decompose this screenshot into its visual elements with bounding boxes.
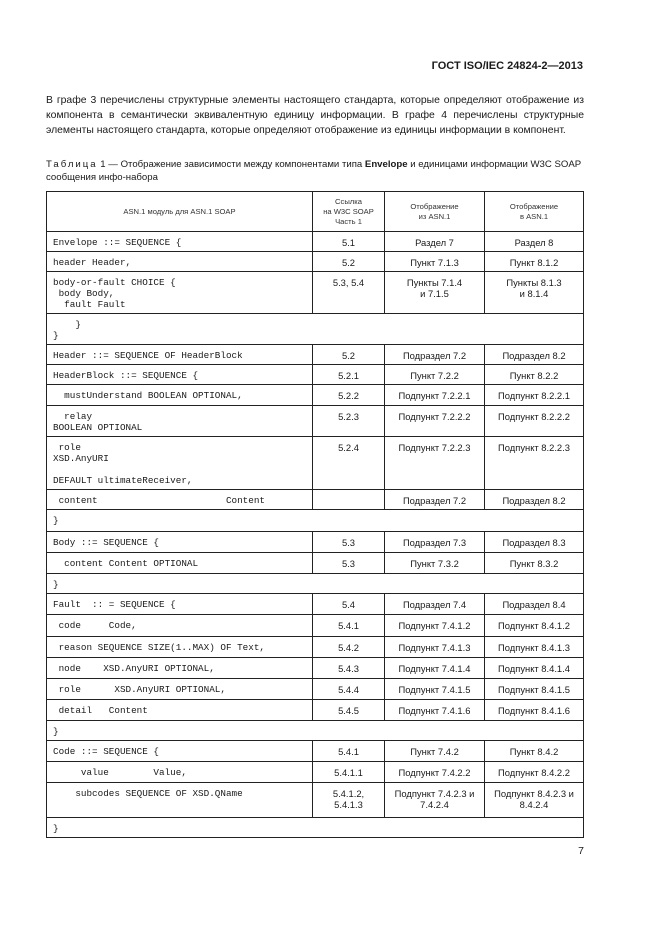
asn-cell: } bbox=[47, 818, 584, 838]
table-row bbox=[47, 679, 584, 700]
table-row bbox=[47, 272, 584, 314]
ref-cell: 5.3 bbox=[313, 553, 385, 574]
header-from-asn: Отображение из ASN.1 bbox=[385, 192, 485, 232]
table-row bbox=[47, 658, 584, 679]
caption-text-before: — Отображение зависимости между компонентами типа bbox=[105, 159, 365, 170]
table-row bbox=[47, 594, 584, 615]
ref-cell: 5.4 bbox=[313, 594, 385, 615]
asn-cell: mustUnderstand BOOLEAN OPTIONAL, bbox=[47, 385, 313, 406]
to-asn-cell: Подпункт 8.4.1.5 bbox=[485, 679, 584, 700]
table-row bbox=[47, 406, 584, 437]
caption-bold: Envelope bbox=[364, 159, 408, 170]
from-asn-cell: Подпункт 7.2.2.2 bbox=[385, 406, 485, 437]
table-row bbox=[47, 741, 584, 762]
to-asn-cell: Пункты 8.1.3 и 8.1.4 bbox=[485, 272, 584, 314]
from-asn-cell: Пункт 7.2.2 bbox=[385, 365, 485, 385]
from-asn-cell: Подпункт 7.4.1.5 bbox=[385, 679, 485, 700]
header-to-asn: Отображение в ASN.1 bbox=[485, 192, 584, 232]
ref-cell: 5.2 bbox=[313, 345, 385, 365]
asn-cell: subcodes SEQUENCE OF XSD.QName bbox=[47, 783, 313, 818]
to-asn-cell: Подраздел 8.2 bbox=[485, 345, 584, 365]
to-asn-cell: Раздел 8 bbox=[485, 232, 584, 252]
table-row bbox=[47, 365, 584, 385]
ref-cell: 5.3, 5.4 bbox=[313, 272, 385, 314]
to-asn-cell: Подпункт 8.2.2.3 bbox=[485, 437, 584, 490]
to-asn-cell: Подраздел 8.3 bbox=[485, 532, 584, 553]
from-asn-cell: Подпункт 7.4.2.3 и 7.4.2.4 bbox=[385, 783, 485, 818]
from-asn-cell: Пункты 7.1.4 и 7.1.5 bbox=[385, 272, 485, 314]
header-asn-module: ASN.1 модуль для ASN.1 SOAP bbox=[47, 192, 313, 232]
table-row bbox=[47, 385, 584, 406]
from-asn-cell: Пункт 7.4.2 bbox=[385, 741, 485, 762]
table-row bbox=[47, 637, 584, 658]
table-row bbox=[47, 437, 584, 490]
ref-cell bbox=[313, 490, 385, 510]
intro-paragraph: В графе 3 перечислены структурные элементы настоящего стандарта, которые определяют отображение из компонента в семантически эквивалентную единицу информации. В графе 4 перечислены структурные элементы настоящего стандарта, которые определяют отображение из единицы информации в компонент. bbox=[46, 95, 584, 137]
table-body bbox=[47, 232, 584, 838]
asn-cell: code Code, bbox=[47, 615, 313, 637]
from-asn-cell: Пункт 7.3.2 bbox=[385, 553, 485, 574]
caption-label: Таблица bbox=[46, 159, 98, 170]
ref-cell: 5.4.5 bbox=[313, 700, 385, 721]
asn-cell: body-or-fault CHOICE { body Body, fault Fault bbox=[47, 272, 313, 314]
table-row bbox=[47, 532, 584, 553]
ref-cell: 5.2.1 bbox=[313, 365, 385, 385]
to-asn-cell: Подпункт 8.4.2.3 и 8.4.2.4 bbox=[485, 783, 584, 818]
asn-cell: content Content OPTIONAL bbox=[47, 553, 313, 574]
table-row bbox=[47, 574, 584, 594]
ref-cell: 5.2 bbox=[313, 252, 385, 272]
table-row bbox=[47, 615, 584, 637]
asn-cell: role XSD.AnyURI OPTIONAL, bbox=[47, 679, 313, 700]
table-row bbox=[47, 762, 584, 783]
table-row bbox=[47, 783, 584, 818]
asn-cell: HeaderBlock ::= SEQUENCE { bbox=[47, 365, 313, 385]
to-asn-cell: Подпункт 8.2.2.2 bbox=[485, 406, 584, 437]
to-asn-cell: Пункт 8.3.2 bbox=[485, 553, 584, 574]
to-asn-cell: Подраздел 8.4 bbox=[485, 594, 584, 615]
table-row bbox=[47, 490, 584, 510]
asn-cell: } } bbox=[47, 314, 584, 345]
to-asn-cell: Пункт 8.2.2 bbox=[485, 365, 584, 385]
ref-cell: 5.4.2 bbox=[313, 637, 385, 658]
to-asn-cell: Подпункт 8.4.1.3 bbox=[485, 637, 584, 658]
asn-cell: Body ::= SEQUENCE { bbox=[47, 532, 313, 553]
table-row bbox=[47, 314, 584, 345]
ref-cell: 5.4.1 bbox=[313, 741, 385, 762]
table-row bbox=[47, 232, 584, 252]
table-row bbox=[47, 700, 584, 721]
table-row bbox=[47, 553, 584, 574]
asn-cell: } bbox=[47, 510, 584, 532]
asn-cell: reason SEQUENCE SIZE(1..MAX) OF Text, bbox=[47, 637, 313, 658]
asn-cell: value Value, bbox=[47, 762, 313, 783]
document-code: ГОСТ ISO/IEC 24824-2—2013 bbox=[431, 60, 583, 72]
from-asn-cell: Подраздел 7.2 bbox=[385, 490, 485, 510]
from-asn-cell: Подраздел 7.4 bbox=[385, 594, 485, 615]
ref-cell: 5.3 bbox=[313, 532, 385, 553]
to-asn-cell: Подпункт 8.4.2.2 bbox=[485, 762, 584, 783]
asn-cell: Code ::= SEQUENCE { bbox=[47, 741, 313, 762]
from-asn-cell: Подпункт 7.2.2.1 bbox=[385, 385, 485, 406]
caption-text-after: и единицами информации W3C SOAP сообщения инфо-набора bbox=[46, 159, 581, 183]
table-row bbox=[47, 252, 584, 272]
ref-cell: 5.4.1 bbox=[313, 615, 385, 637]
to-asn-cell: Подпункт 8.4.1.4 bbox=[485, 658, 584, 679]
ref-cell: 5.4.4 bbox=[313, 679, 385, 700]
from-asn-cell: Подпункт 7.4.1.2 bbox=[385, 615, 485, 637]
table-row bbox=[47, 510, 584, 532]
caption-number: 1 bbox=[100, 159, 106, 170]
page-number: 7 bbox=[578, 845, 584, 857]
table-caption bbox=[46, 158, 586, 184]
ref-cell: 5.2.4 bbox=[313, 437, 385, 490]
asn-cell: } bbox=[47, 574, 584, 594]
asn-cell: } bbox=[47, 721, 584, 741]
ref-cell: 5.4.3 bbox=[313, 658, 385, 679]
from-asn-cell: Пункт 7.1.3 bbox=[385, 252, 485, 272]
to-asn-cell: Подпункт 8.2.2.1 bbox=[485, 385, 584, 406]
from-asn-cell: Подраздел 7.2 bbox=[385, 345, 485, 365]
to-asn-cell: Подпункт 8.4.1.6 bbox=[485, 700, 584, 721]
from-asn-cell: Подпункт 7.4.1.3 bbox=[385, 637, 485, 658]
asn-cell: header Header, bbox=[47, 252, 313, 272]
to-asn-cell: Подпункт 8.4.1.2 bbox=[485, 615, 584, 637]
from-asn-cell: Подраздел 7.3 bbox=[385, 532, 485, 553]
asn-cell: content Content bbox=[47, 490, 313, 510]
to-asn-cell: Подраздел 8.2 bbox=[485, 490, 584, 510]
from-asn-cell: Подпункт 7.4.1.4 bbox=[385, 658, 485, 679]
asn-cell: detail Content bbox=[47, 700, 313, 721]
asn-cell: node XSD.AnyURI OPTIONAL, bbox=[47, 658, 313, 679]
to-asn-cell: Пункт 8.4.2 bbox=[485, 741, 584, 762]
table-row bbox=[47, 818, 584, 838]
from-asn-cell: Раздел 7 bbox=[385, 232, 485, 252]
to-asn-cell: Пункт 8.1.2 bbox=[485, 252, 584, 272]
asn-cell: Fault :: = SEQUENCE { bbox=[47, 594, 313, 615]
from-asn-cell: Подпункт 7.4.1.6 bbox=[385, 700, 485, 721]
ref-cell: 5.4.1.2, 5.4.1.3 bbox=[313, 783, 385, 818]
header-soap-ref: Ссылка на W3C SOAP Часть 1 bbox=[313, 192, 385, 232]
from-asn-cell: Подпункт 7.4.2.2 bbox=[385, 762, 485, 783]
asn-cell: relay BOOLEAN OPTIONAL bbox=[47, 406, 313, 437]
ref-cell: 5.2.3 bbox=[313, 406, 385, 437]
asn-cell: Header ::= SEQUENCE OF HeaderBlock bbox=[47, 345, 313, 365]
ref-cell: 5.4.1.1 bbox=[313, 762, 385, 783]
from-asn-cell: Подпункт 7.2.2.3 bbox=[385, 437, 485, 490]
ref-cell: 5.1 bbox=[313, 232, 385, 252]
table-row bbox=[47, 721, 584, 741]
ref-cell: 5.2.2 bbox=[313, 385, 385, 406]
table-row bbox=[47, 345, 584, 365]
mapping-table bbox=[46, 191, 584, 838]
asn-cell: Envelope ::= SEQUENCE { bbox=[47, 232, 313, 252]
asn-cell: role XSD.AnyURI DEFAULT ultimateReceiver, bbox=[47, 437, 313, 490]
table-header-row bbox=[47, 192, 584, 232]
